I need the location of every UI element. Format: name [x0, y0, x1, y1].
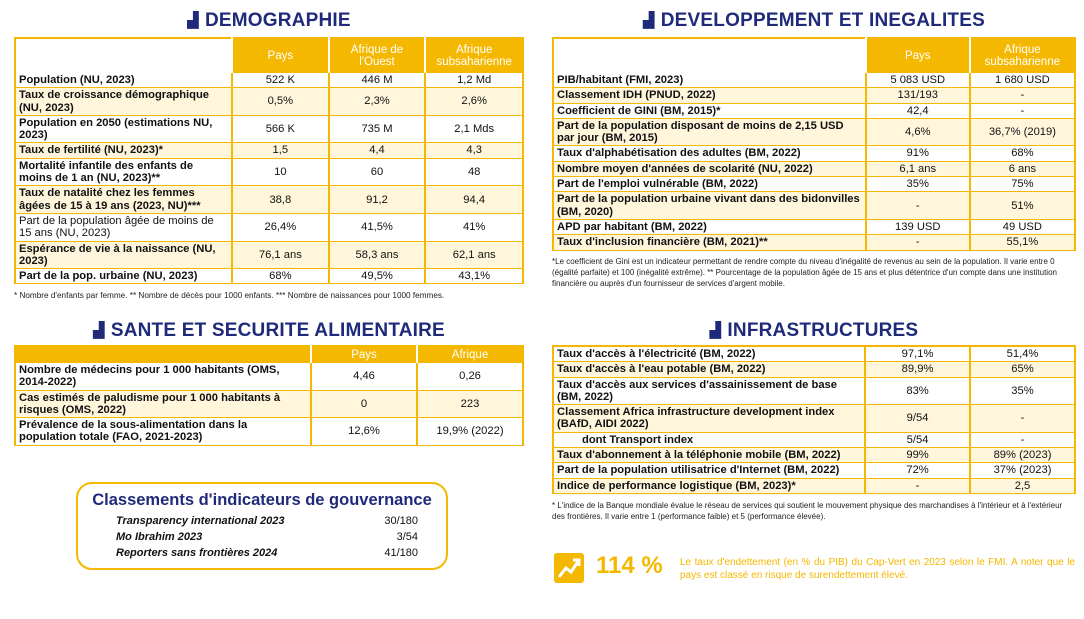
- footnote: * Nombre d'enfants par femme. ** Nombre de décès pour 1000 enfants. *** Nombre de naissances pour 1000 femmes.: [14, 291, 445, 301]
- chart-icon: ▟: [93, 322, 105, 339]
- row-label: Taux de fertilité (NU, 2023)*: [15, 143, 232, 158]
- table-cell: 446 M: [329, 73, 426, 88]
- table-cell: 76,1 ans: [232, 241, 329, 269]
- indicator-name: Transparency international 2023: [116, 515, 285, 527]
- table-cell: 60: [329, 158, 426, 186]
- row-label: Part de l'emploi vulnérable (BM, 2022): [553, 177, 866, 192]
- col-header: Pays: [311, 346, 417, 363]
- row-label: Cas estimés de paludisme pour 1 000 habitants à risques (OMS, 2022): [15, 390, 311, 418]
- row-label: Nombre moyen d'années de scolarité (NU, 2022): [553, 161, 866, 176]
- table-cell: -: [970, 103, 1075, 118]
- table-cell: 38,8: [232, 186, 329, 214]
- section-title: [552, 320, 1076, 342]
- infrastructures-section: [552, 320, 1076, 522]
- table-row: [15, 88, 523, 116]
- gouvernance-title: Classements d'indicateurs de gouvernance: [92, 491, 432, 509]
- row-label: Part de la population urbaine vivant dans des bidonvilles (BM, 2020): [553, 192, 866, 220]
- indicator-name: Mo Ibrahim 2023: [116, 531, 203, 543]
- row-label: Part de la population disposant de moins de 2,15 USD par jour (BM, 2015): [553, 118, 866, 146]
- col-header: Afrique subsaharienne: [425, 38, 523, 73]
- table-row: [553, 432, 1075, 447]
- row-label: Coefficient de GINI (BM, 2015)*: [553, 103, 866, 118]
- table-row: [15, 186, 523, 214]
- indicator-rank: 41/180: [384, 547, 418, 559]
- section-title-text: INFRASTRUCTURES: [727, 320, 919, 341]
- table-cell: 12,6%: [311, 418, 417, 446]
- col-header: Afrique de l'Ouest: [329, 38, 426, 73]
- table-cell: 2,5: [970, 478, 1075, 493]
- table-row: [553, 177, 1075, 192]
- table-row: [553, 235, 1075, 250]
- table-cell: 5/54: [865, 432, 970, 447]
- gouvernance-box: [76, 482, 448, 570]
- row-label: Population (NU, 2023): [15, 73, 232, 88]
- table-row: [553, 478, 1075, 493]
- table-cell: 75%: [970, 177, 1075, 192]
- table-cell: 2,6%: [425, 88, 523, 116]
- col-header: Afrique subsaharienne: [970, 38, 1075, 73]
- trend-up-icon: [554, 553, 584, 583]
- row-label: Taux d'alphabétisation des adultes (BM, 2022): [553, 146, 866, 161]
- developpement-table: [552, 37, 1076, 251]
- section-title: [14, 10, 524, 32]
- table-cell: 58,3 ans: [329, 241, 426, 269]
- table-row: [553, 88, 1075, 103]
- table-row: [15, 418, 523, 446]
- table-cell: 72%: [865, 463, 970, 478]
- demographie-table: [14, 37, 524, 284]
- col-header: Pays: [866, 38, 970, 73]
- table-cell: 35%: [970, 377, 1075, 405]
- table-row: [15, 73, 523, 88]
- table-cell: 83%: [865, 377, 970, 405]
- table-cell: [15, 346, 311, 363]
- row-label: Population en 2050 (estimations NU, 2023): [15, 115, 232, 143]
- chart-icon: ▟: [709, 322, 722, 339]
- table-row: [553, 346, 1075, 362]
- row-label: Indice de performance logistique (BM, 2023)*: [553, 478, 865, 493]
- list-item: [78, 545, 446, 561]
- row-label: Nombre de médecins pour 1 000 habitants (OMS, 2014-2022): [15, 363, 311, 390]
- debt-value: 114 %: [596, 552, 663, 579]
- table-row: [15, 115, 523, 143]
- developpement-section: [552, 10, 1076, 289]
- table-cell: 9/54: [865, 405, 970, 433]
- table-cell: 68%: [970, 146, 1075, 161]
- table-cell: -: [866, 235, 970, 250]
- table-cell: 6,1 ans: [866, 161, 970, 176]
- table-cell: 89% (2023): [970, 448, 1075, 463]
- indicator-rank: 30/180: [384, 515, 418, 527]
- indicator-name: Reporters sans frontières 2024: [116, 547, 278, 559]
- table-cell: 51,4%: [970, 346, 1075, 362]
- sante-section: [14, 320, 524, 446]
- table-cell: 91,2: [329, 186, 426, 214]
- row-label: Espérance de vie à la naissance (NU, 2023): [15, 241, 232, 269]
- table-row: [553, 362, 1075, 377]
- table-cell: 35%: [866, 177, 970, 192]
- table-cell: 37% (2023): [970, 463, 1075, 478]
- table-cell: 566 K: [232, 115, 329, 143]
- infrastructures-table: [552, 345, 1076, 494]
- table-cell: [15, 38, 232, 73]
- section-title: [14, 320, 524, 342]
- row-label: Taux d'inclusion financière (BM, 2021)**: [553, 235, 866, 250]
- table-cell: 139 USD: [866, 219, 970, 234]
- table-cell: 99%: [865, 448, 970, 463]
- row-label: PIB/habitant (FMI, 2023): [553, 73, 866, 88]
- table-cell: 89,9%: [865, 362, 970, 377]
- table-cell: -: [865, 478, 970, 493]
- table-row: [553, 377, 1075, 405]
- table-cell: 2,3%: [329, 88, 426, 116]
- debt-description: Le taux d'endettement (en % du PIB) du Cap-Vert en 2023 selon le FMI. A noter que le pays est classé en risque de surendettement élevé.: [680, 557, 1075, 581]
- table-cell: 42,4: [866, 103, 970, 118]
- table-row: [553, 73, 1075, 88]
- table-row: [553, 103, 1075, 118]
- table-cell: 522 K: [232, 73, 329, 88]
- table-row: [553, 405, 1075, 433]
- table-cell: 55,1%: [970, 235, 1075, 250]
- table-cell: 4,3: [425, 143, 523, 158]
- sante-table: [14, 345, 524, 446]
- table-cell: -: [866, 192, 970, 220]
- table-cell: 0,5%: [232, 88, 329, 116]
- section-title: [552, 10, 1076, 32]
- row-label: Taux d'abonnement à la téléphonie mobile (BM, 2022): [553, 448, 865, 463]
- table-cell: 49,5%: [329, 269, 426, 284]
- table-row: [15, 241, 523, 269]
- table-row: [553, 192, 1075, 220]
- table-cell: 735 M: [329, 115, 426, 143]
- list-item: [78, 529, 446, 545]
- table-row: [15, 143, 523, 158]
- table-cell: 6 ans: [970, 161, 1075, 176]
- table-row: [15, 269, 523, 284]
- table-cell: 43,1%: [425, 269, 523, 284]
- table-cell: 49 USD: [970, 219, 1075, 234]
- table-cell: 10: [232, 158, 329, 186]
- table-cell: 51%: [970, 192, 1075, 220]
- table-cell: 223: [417, 390, 523, 418]
- table-cell: 36,7% (2019): [970, 118, 1075, 146]
- footnote: *Le coefficient de Gini est un indicateur permettant de rendre compte du niveau d'inégalité de revenus au sein de la population. Il varie entre 0 (égalité parfaite) et 100 (inégalité extrême). ** Pourcentage de la population âgée de 15 ans et plus détentrice d'un compte dans une institution financière ou auprès d'un fournisseur de services d'argent mobile.: [552, 256, 1057, 288]
- row-label: Part de la population âgée de moins de 15 ans (NU, 2023): [15, 213, 232, 241]
- table-cell: 5 083 USD: [866, 73, 970, 88]
- row-label: Taux de natalité chez les femmes âgées de 15 à 19 ans (2023, NU)***: [15, 186, 232, 214]
- table-cell: -: [970, 432, 1075, 447]
- row-label: Part de la population utilisatrice d'Internet (BM, 2022): [553, 463, 865, 478]
- table-cell: 97,1%: [865, 346, 970, 362]
- table-cell: 48: [425, 158, 523, 186]
- table-cell: 65%: [970, 362, 1075, 377]
- table-row: [553, 463, 1075, 478]
- table-cell: 1 680 USD: [970, 73, 1075, 88]
- table-cell: 0: [311, 390, 417, 418]
- table-cell: 62,1 ans: [425, 241, 523, 269]
- table-row: [553, 146, 1075, 161]
- table-cell: 4,4: [329, 143, 426, 158]
- col-header: Pays: [232, 38, 329, 73]
- table-cell: 68%: [232, 269, 329, 284]
- row-label: Taux d'accès aux services d'assainissement de base (BM, 2022): [553, 377, 865, 405]
- footnote: * L'indice de la Banque mondiale évalue le réseau de services qui soutient le mouvement physique des marchandises à l'intérieur et à l'extérieur des frontières. Il varie entre 1 (performance faible) et 5 (performance élevée).: [552, 500, 1063, 521]
- table-cell: 91%: [866, 146, 970, 161]
- row-label: Part de la pop. urbaine (NU, 2023): [15, 269, 232, 284]
- table-row: [15, 363, 523, 390]
- demographie-section: [14, 10, 524, 301]
- indicator-rank: 3/54: [396, 531, 418, 543]
- section-title-text: DEMOGRAPHIE: [204, 10, 351, 31]
- row-label: Mortalité infantile des enfants de moins de 1 an (NU, 2023)**: [15, 158, 232, 186]
- table-cell: 41,5%: [329, 213, 426, 241]
- table-cell: -: [970, 88, 1075, 103]
- section-title-text: DEVELOPPEMENT ET INEGALITES: [660, 10, 985, 31]
- row-label: Prévalence de la sous-alimentation dans la population totale (FAO, 2021-2023): [15, 418, 311, 446]
- col-header: Afrique: [417, 346, 523, 363]
- chart-icon: ▟: [643, 12, 655, 29]
- table-cell: 4,46: [311, 363, 417, 390]
- row-label: Classement IDH (PNUD, 2022): [553, 88, 866, 103]
- table-cell: 4,6%: [866, 118, 970, 146]
- table-cell: 2,1 Mds: [425, 115, 523, 143]
- table-cell: 19,9% (2022): [417, 418, 523, 446]
- row-label: Classement Africa infrastructure development index (BAfD, AIDI 2022): [553, 405, 865, 433]
- table-row: [553, 161, 1075, 176]
- table-cell: 26,4%: [232, 213, 329, 241]
- table-row: [15, 158, 523, 186]
- table-cell: 1,5: [232, 143, 329, 158]
- list-item: [78, 513, 446, 529]
- table-row: [553, 118, 1075, 146]
- table-row: [15, 390, 523, 418]
- row-label: dont Transport index: [553, 432, 865, 447]
- table-cell: 131/193: [866, 88, 970, 103]
- table-row: [15, 213, 523, 241]
- table-cell: 94,4: [425, 186, 523, 214]
- row-label: Taux d'accès à l'électricité (BM, 2022): [553, 346, 865, 362]
- table-row: [553, 448, 1075, 463]
- row-label: Taux d'accès à l'eau potable (BM, 2022): [553, 362, 865, 377]
- chart-icon: ▟: [187, 12, 199, 29]
- section-title-text: SANTE ET SECURITE ALIMENTAIRE: [110, 320, 445, 341]
- table-cell: 0,26: [417, 363, 523, 390]
- row-label: APD par habitant (BM, 2022): [553, 219, 866, 234]
- table-cell: [553, 38, 866, 73]
- table-row: [553, 219, 1075, 234]
- row-label: Taux de croissance démographique (NU, 2023): [15, 88, 232, 116]
- table-cell: -: [970, 405, 1075, 433]
- table-cell: 41%: [425, 213, 523, 241]
- table-cell: 1,2 Md: [425, 73, 523, 88]
